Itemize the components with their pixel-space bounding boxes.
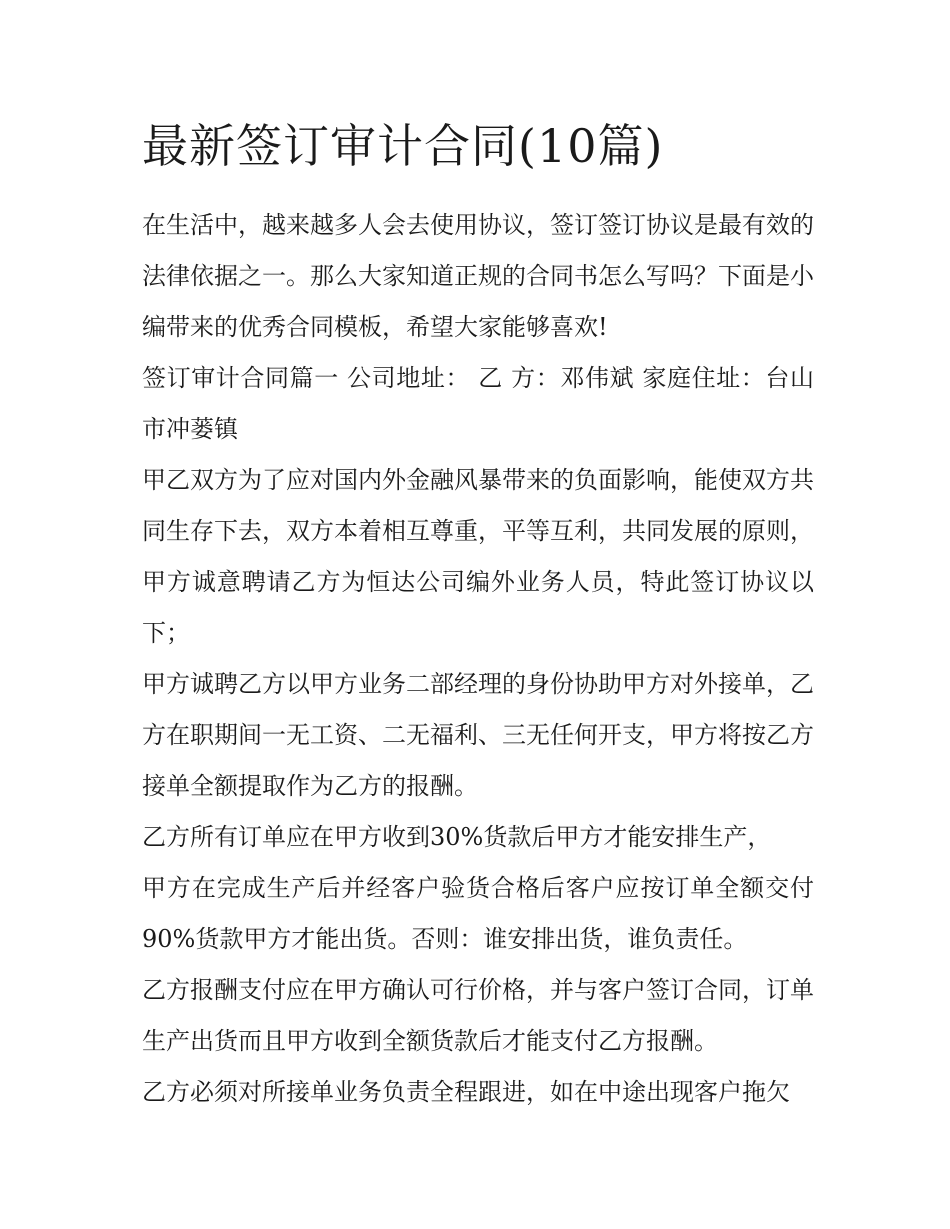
document-body [142, 200, 814, 1118]
paragraph-intro: 在生活中，越来越多人会去使用协议，签订签订协议是最有效的法律依据之一。那么大家知道正规的合同书怎么写吗？下面是小编带来的优秀合同模板，希望大家能够喜欢! [142, 211, 814, 341]
paragraph-contract-header: 签订审计合同篇一 公司地址： 乙 方：邓伟斌 家庭住址：台山市冲蒌镇 [142, 364, 814, 443]
paragraph-delivery-condition: 甲方在完成生产后并经客户验货合格后客户应按订单全额交付90%货款甲方才能出货。否则：谁安排出货，谁负责任。 [142, 874, 814, 953]
paragraph-followup-duty: 乙方必须对所接单业务负责全程跟进，如在中途出现客户拖欠 [142, 1078, 790, 1106]
document-title: 最新签订审计合同(10篇) [142, 119, 664, 173]
paragraph-payment-terms: 乙方报酬支付应在甲方确认可行价格，并与客户签订合同，订单生产出货而且甲方收到全额货款后才能支付乙方报酬。 [142, 976, 814, 1055]
paragraph-agreement-preamble: 甲乙双方为了应对国内外金融风暴带来的负面影响，能使双方共同生存下去，双方本着相互尊重，平等互利，共同发展的原则，甲方诚意聘请乙方为恒达公司编外业务人员，特此签订协议以下； [142, 466, 814, 647]
paragraph-production-condition: 乙方所有订单应在甲方收到30%货款后甲方才能安排生产， [142, 823, 772, 851]
paragraph-employment-terms: 甲方诚聘乙方以甲方业务二部经理的身份协助甲方对外接单，乙方在职期间一无工资、二无福利、三无任何开支，甲方将按乙方接单全额提取作为乙方的报酬。 [142, 670, 814, 800]
